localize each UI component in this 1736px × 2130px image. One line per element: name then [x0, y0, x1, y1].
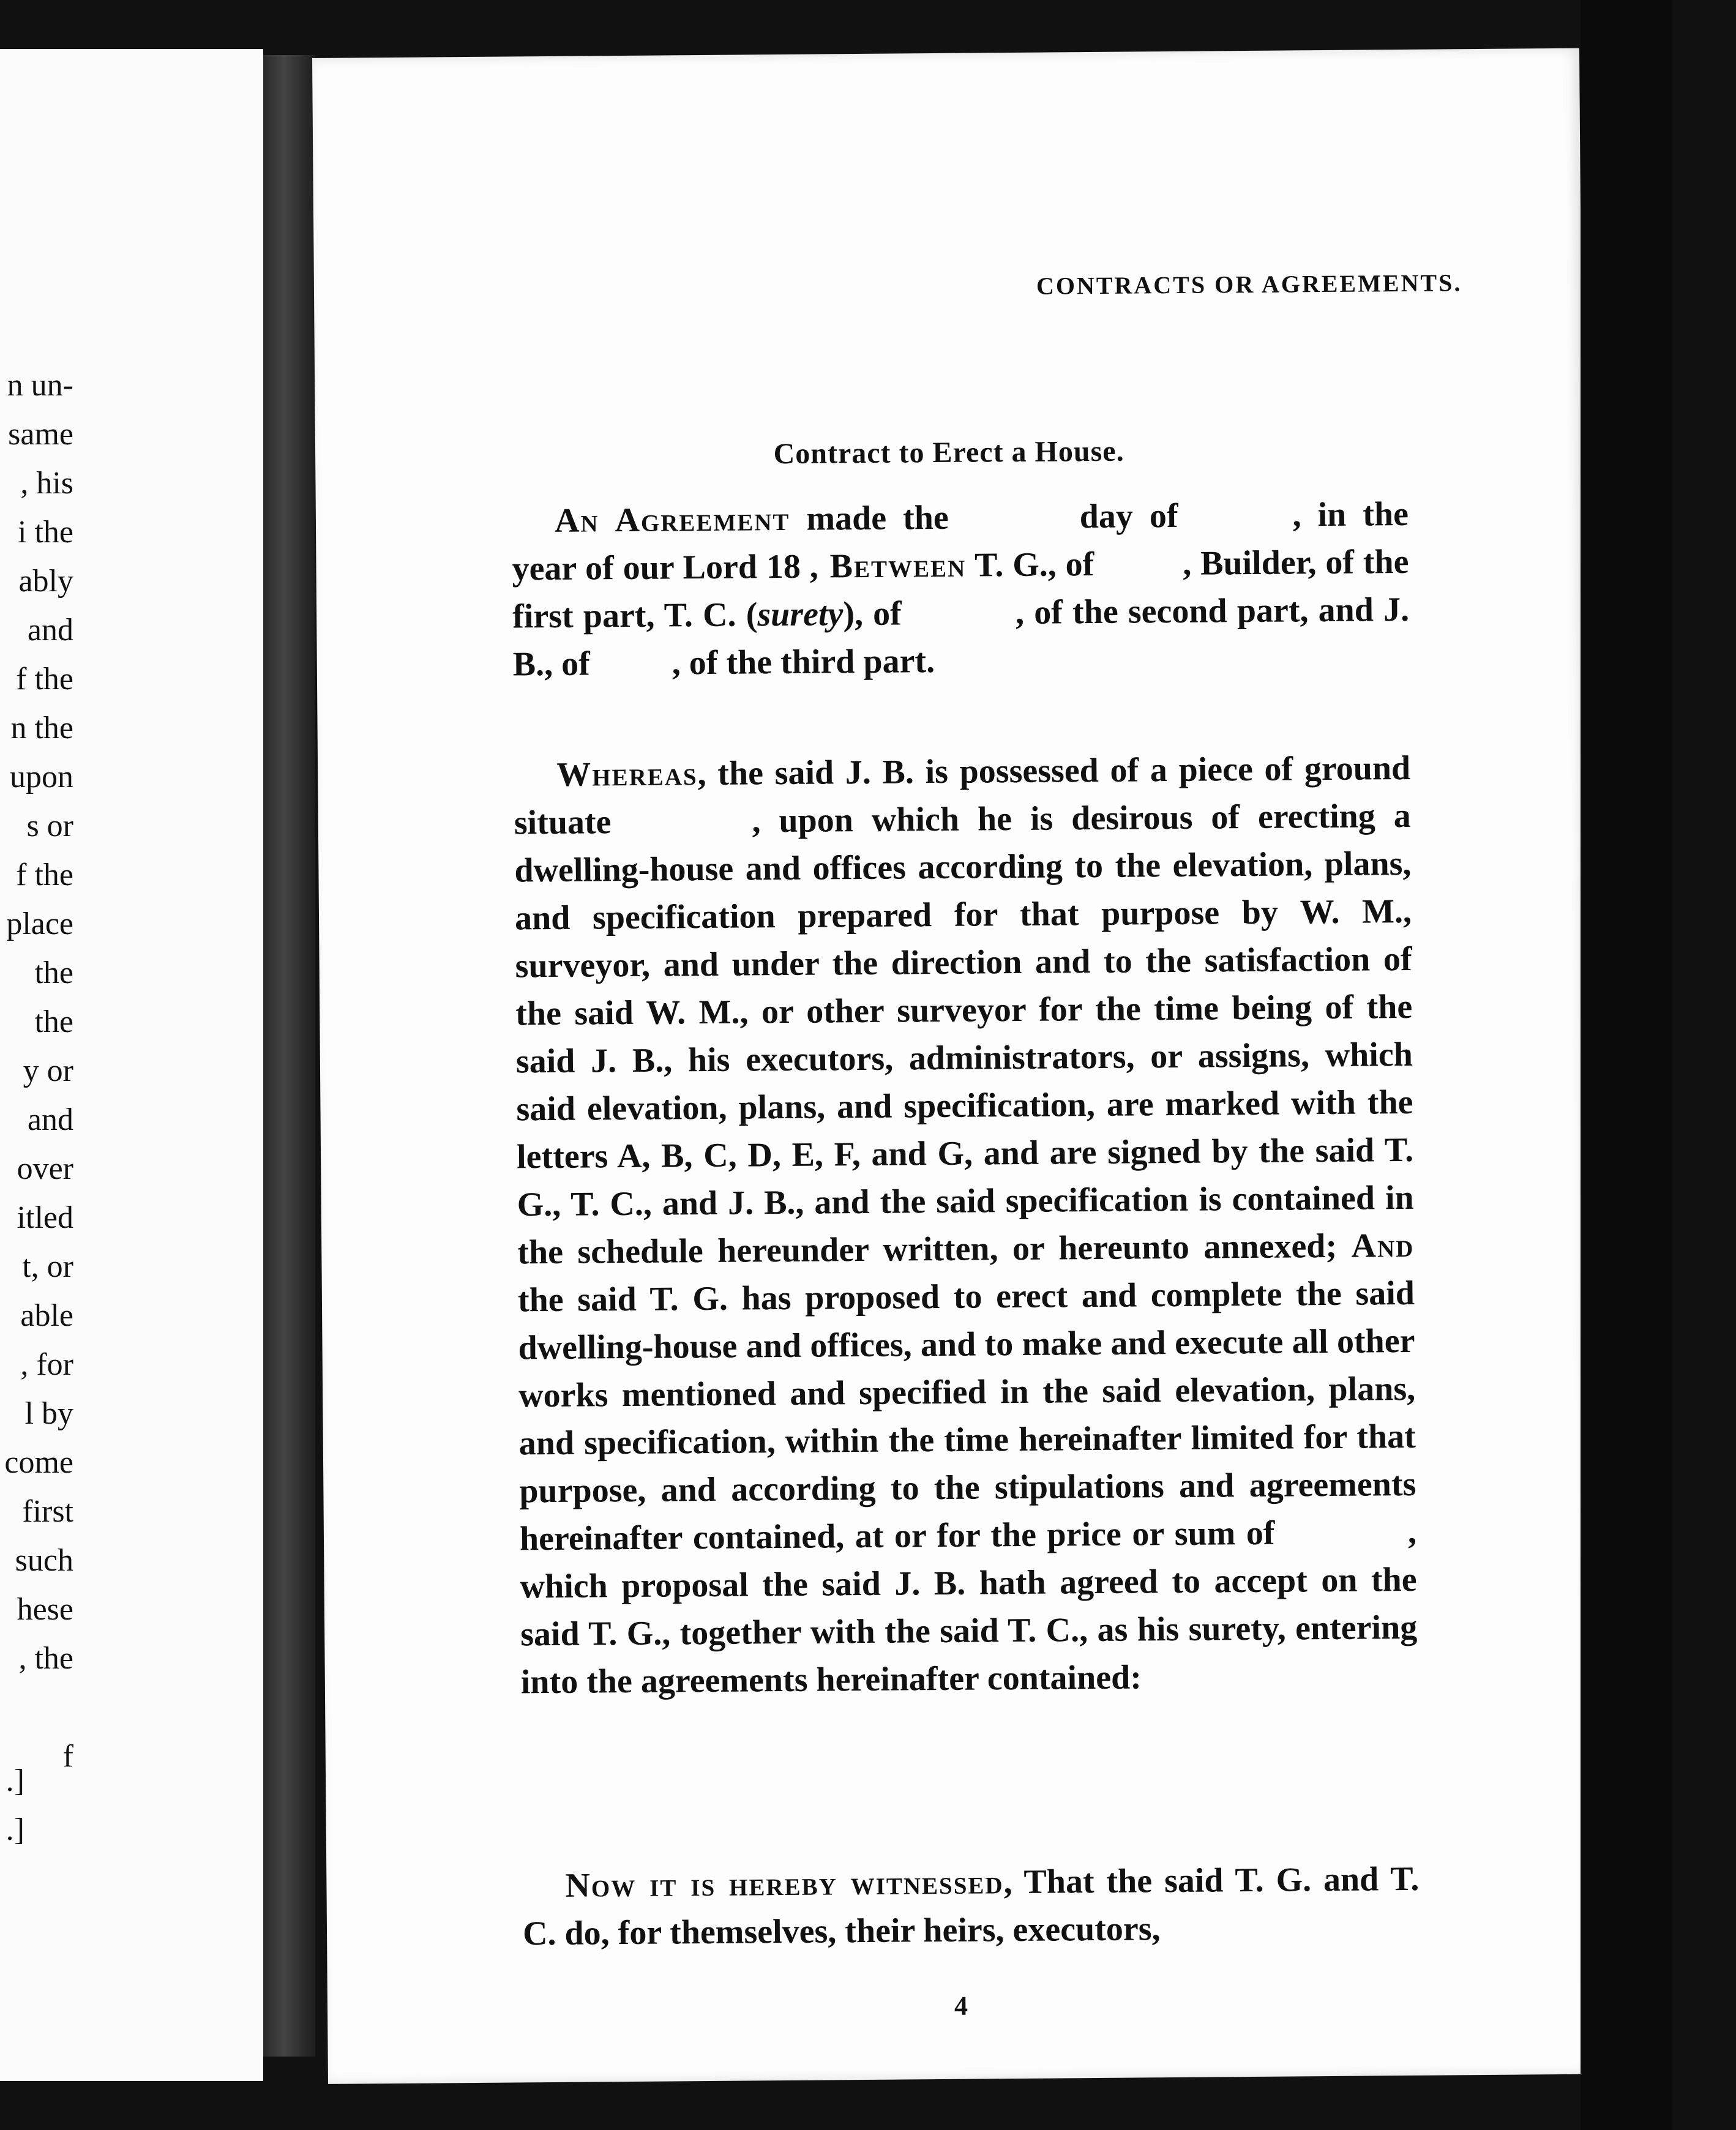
previous-page-line: , the [18, 1641, 73, 1676]
scan-background [1581, 0, 1672, 2130]
agreement-paragraph [512, 490, 1410, 688]
page-header [718, 256, 1723, 324]
paragraph-text: ), of [843, 594, 912, 633]
paragraph-lead: Now it is hereby witnessed [565, 1863, 1004, 1905]
previous-page-line: i the [18, 515, 73, 550]
paragraph-smallcaps: , Between [809, 546, 967, 586]
page-number: 37 [1685, 256, 1723, 298]
previous-page-line: same [8, 417, 73, 452]
whereas-paragraph [514, 744, 1418, 1706]
previous-page-bracket: .] [6, 1812, 24, 1847]
paragraph-text: , of the second part, and J. B., of [512, 590, 1410, 684]
previous-page-line: f [62, 1739, 73, 1774]
running-head: CONTRACTS OR AGREEMENTS. [1036, 269, 1462, 300]
paragraph-lead: Whereas [556, 755, 698, 794]
previous-page-brackets [0, 1757, 24, 1855]
paragraph-text: , which proposal the said J. B. hath agreed to accept on the said T. G., together with the said T. C., as his surety, entering into the agreements hereinafter contained: [520, 1512, 1418, 1702]
previous-page-line [0, 1683, 73, 1732]
previous-page-line: and [27, 1102, 73, 1137]
paragraph-lead: An Agreement [554, 499, 790, 540]
section-title: Contract to Erect a House. [773, 435, 1124, 471]
previous-page-bracket: .] [6, 1763, 24, 1798]
previous-page-line: the [34, 955, 73, 990]
paragraph-italic: surety [757, 595, 844, 634]
previous-page-line: n the [10, 711, 73, 745]
previous-page-line: place [6, 906, 73, 941]
book-gutter [263, 55, 315, 2057]
previous-page-line: t, or [22, 1249, 73, 1284]
previous-page-line: hese [17, 1592, 73, 1627]
paragraph-text: , of the third part. [672, 642, 935, 682]
paragraph-smallcaps: And [1351, 1226, 1415, 1265]
previous-page-line: and [27, 613, 73, 648]
previous-page-line: , his [20, 466, 73, 501]
previous-page-line: y or [23, 1053, 73, 1088]
previous-page-line: first [22, 1494, 73, 1529]
book-page [312, 48, 1723, 2084]
paragraph-text: the said T. G. has proposed to erect and complete the said dwelling-house and offices, and to make and execute all other works mentioned and specified in the said elevation, plans, and specification, within the time hereinafter limited for that purpose, and according to the stipulations and agreements hereinafter contained, at or for the price or sum of [517, 1274, 1416, 1558]
paragraph-text: day of [1063, 496, 1195, 536]
paragraph-text: , upon which he is desirous of erecting a dwelling-house and offices according to the elevation, plans, and specification prepared for that purpose by W. M., surveyor, and under the direction and to the satisfaction of the said W. M., or other surveyor for the time being of the said J. B., his executors, administrators, or assigns, which said elevation, plans, and specification, are marked with the letters A, B, C, D, E, F, and G, and are signed by the said T. G., T. C., and J. B., and the said specification is contained in the schedule hereunder written, or hereunto annexed; [514, 796, 1414, 1272]
paragraph-text: , Builder, of the first part, T. C. ( [512, 542, 1409, 636]
previous-page-text-edge [0, 361, 73, 1781]
blank-space [630, 832, 752, 833]
previous-page-line: such [15, 1543, 73, 1578]
previous-page-line: come [4, 1445, 73, 1480]
paragraph-text: , the said J. B. is possessed of a piece of ground situate [514, 749, 1411, 842]
paragraph-text: made the [790, 498, 965, 538]
previous-page-line: f the [16, 858, 73, 892]
previous-page-line: ably [18, 564, 73, 599]
previous-page-line: over [17, 1151, 73, 1186]
previous-page-line: the [34, 1004, 73, 1039]
previous-page-line: itled [17, 1200, 73, 1235]
previous-page-line: , for [20, 1347, 73, 1382]
previous-page-line: n un- [7, 368, 73, 403]
paragraph-text: T. G., of [965, 545, 1104, 585]
witness-paragraph [522, 1855, 1420, 1958]
blank-space [1285, 1543, 1408, 1544]
previous-page-line: f the [16, 662, 73, 697]
previous-page-line: upon [10, 760, 73, 794]
paragraph-text: , That the said T. G. and T. C. do, for themselves, their heirs, executors, [522, 1859, 1420, 1953]
signature-mark: 4 [954, 1990, 968, 2021]
paragraph-text: , in the year of our Lord 18 [512, 495, 1409, 588]
previous-page-line: s or [26, 809, 73, 843]
previous-page [0, 49, 263, 2081]
previous-page-line: able [20, 1298, 73, 1333]
previous-page-line: l by [24, 1396, 73, 1431]
